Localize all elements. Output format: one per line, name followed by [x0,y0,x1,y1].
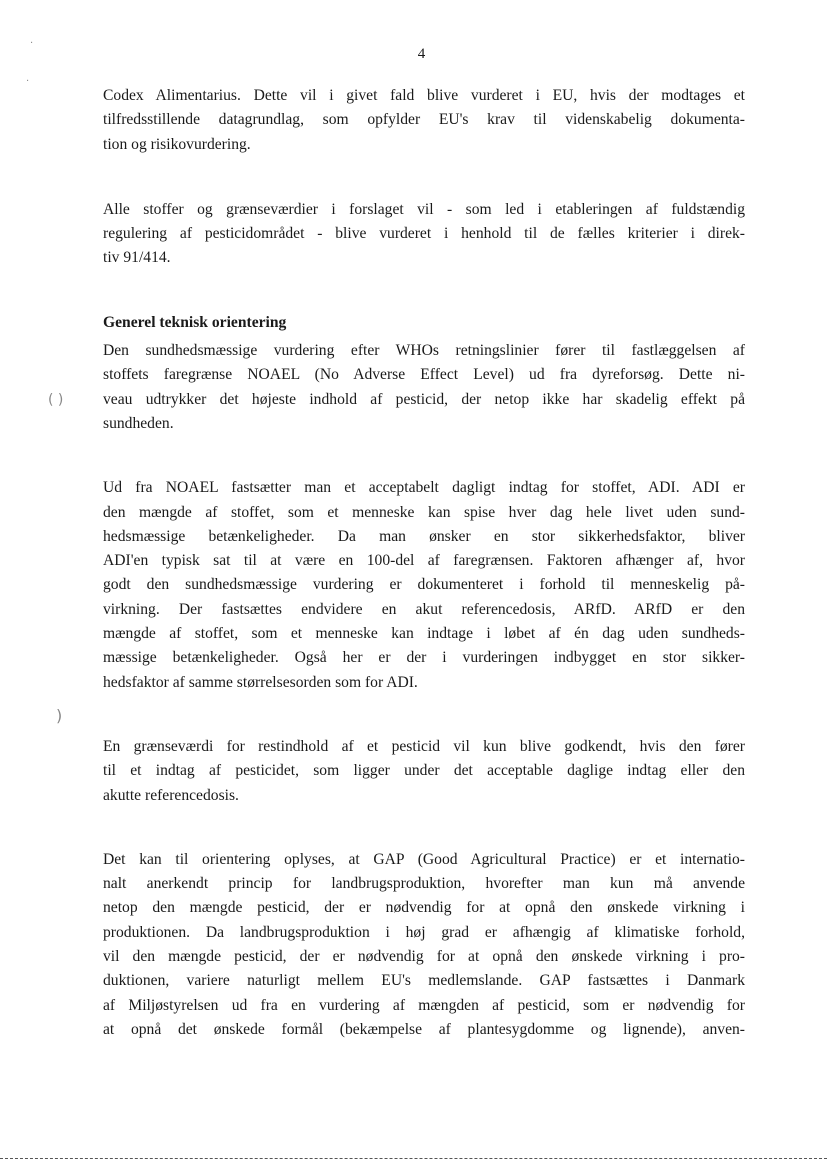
text-line: hedsfaktor af samme størrelsesorden som for ADI. [103,673,418,691]
paragraph-gap [103,848,745,1042]
paragraph-spacer [103,271,745,311]
paragraph-graensevaerdi [103,735,745,808]
text-line: stoffets faregrænse NOAEL (No Adverse Effect Level) ud fra dyreforsøg. Dette ni- [103,366,745,384]
text-line: den mængde af stoffet, som et menneske kan spise hver dag hele livet uden sund- [103,503,745,521]
text-line: En grænseværdi for restindhold af et pesticid vil kun blive godkendt, hvis den fører [103,737,745,755]
text-line: nalt anerkendt princip for landbrugsproduktion, hvorefter man kun må anvende [103,875,745,893]
paragraph-noael [103,476,745,695]
text-line: mæssige betænkeligheder. Også her er der i vurderingen indbygget en stor sikker- [103,649,745,667]
paragraph-spacer [103,436,745,476]
text-line: godt den sundhedsmæssige vurdering er dokumenteret i forhold til menneskelig på- [103,576,745,594]
text-line: ADI'en typisk sat til at være en 100-del af faregrænsen. Faktoren afhænger af, hvor [103,552,745,570]
text-line: netop den mængde pesticid, der er nødvendig for at opnå den ønskede virkning i [103,899,745,917]
scan-artifact: ) [56,706,63,725]
text-line: produktionen. Da landbrugsproduktion i høj grad er afhængig af klimatiske forhold, [103,923,745,941]
scan-artifact: · [26,76,30,87]
text-line: tiv 91/414. [103,249,171,267]
text-line: Codex Alimentarius. Dette vil i givet fald blive vurderet i EU, hvis der modtages et [103,87,745,104]
text-line: til et indtag af pesticidet, som ligger under det acceptable daglige indtag eller den [103,762,745,780]
text-line: vil den mængde pesticid, der er nødvendig for at opnå den ønskede virkning i pro- [103,948,745,966]
page-bottom-edge [0,1158,827,1159]
document-body [103,84,745,1042]
text-line: Det kan til orientering oplyses, at GAP (Good Agricultural Practice) er et internatio- [103,850,745,868]
text-line: sundheden. [103,414,174,432]
text-line: veau udtrykker det højeste indhold af pesticid, der netop ikke har skadelig effekt på [103,390,745,408]
paragraph-teknisk [103,339,745,436]
text-line: regulering af pesticidområdet - blive vurderet i henhold til de fælles kriterier i direk- [103,225,745,243]
text-line: Ud fra NOAEL fastsætter man et acceptabelt dagligt indtag for stoffet, ADI. ADI er [103,479,745,497]
text-line: hedsmæssige betænkeligheder. Da man ønsker en stor sikkerhedsfaktor, bliver [103,527,745,545]
text-line: at opnå det ønskede formål (bekæmpelse af plantesygdomme og lignende), anven- [103,1020,745,1038]
text-line: virkning. Der fastsættes endvidere en akut referencedosis, ARfD. ARfD er den [103,600,745,618]
text-line: tion og risikovurdering. [103,135,251,153]
text-line: tilfredsstillende datagrundlag, som opfylder EU's krav til videnskabelig dokumenta- [103,111,745,129]
paragraph-spacer [103,157,745,198]
section-heading: Generel teknisk orientering [103,313,287,331]
text-line: akutte referencedosis. [103,786,239,804]
text-line: duktionen, variere naturligt mellem EU's medlemslande. GAP fastsættes i Danmark [103,972,745,990]
text-line: Den sundhedsmæssige vurdering efter WHOs retningslinier fører til fastlæggelsen af [103,342,745,360]
text-line: Alle stoffer og grænseværdier i forslaget vil - som led i etableringen af fuldstændig [103,200,745,218]
paragraph-spacer [103,695,745,735]
paragraph-spacer [103,808,745,848]
text-line: mængde af stoffet, som et menneske kan indtage i løbet af én dag uden sundheds- [103,625,745,643]
text-line: af Miljøstyrelsen ud fra en vurdering af mængden af pesticid, som er nødvendig for [103,996,745,1014]
page-number: 4 [417,46,426,62]
paragraph-codex [103,84,745,157]
scan-artifact: · [30,38,34,49]
paragraph-stoffer [103,198,745,271]
scan-artifact: ( ) [48,392,64,408]
